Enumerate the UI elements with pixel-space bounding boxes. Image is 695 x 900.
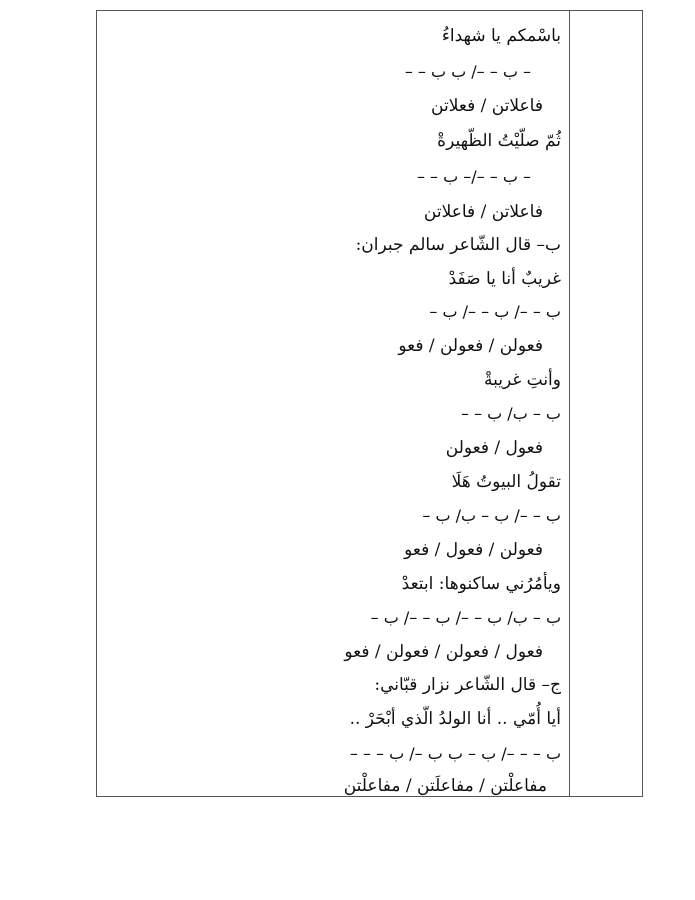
feet-line: فاعلاتن / فعلاتن [431,96,543,116]
poetry-scansion-cell [97,11,569,796]
verse-line: وأنتِ غريبةْ [483,370,561,390]
feet-line: فعولن / فعولن / فعو [398,336,543,356]
meter-line: ب – ب/ ب – – [460,404,561,423]
verse-line: أيا أُمّي .. أنا الولدُ الّذي أبْحَرْ .. [349,709,561,729]
worksheet-table [96,10,643,797]
meter-line: – ب – –/– ب – – [416,167,531,186]
feet-line: فعولن / فعول / فعو [404,540,543,560]
section-heading: ب– قال الشّاعر سالم جبران: [355,235,561,255]
feet-line: فعول / فعولن / فعولن / فعو [344,642,543,662]
feet-line: مفاعلْتن / مفاعلَتن / مفاعلْتن [343,776,547,796]
meter-line: – ب – –/ ب ب – – [404,62,531,81]
meter-line: ب – –/ ب – –/ ب – [429,302,561,321]
meter-line: ب – – –/ ب – ب ب –/ ب – – – [349,744,561,763]
feet-line: فعول / فعولن [445,438,543,458]
verse-line: ثُمّ صلّيْتُ الظّهيرةْ [437,131,561,151]
verse-line: ويأمُرُني ساكنوها: ابتعدْ [401,574,561,594]
verse-line: تقولُ البيوتُ هَلَا [451,472,561,492]
verse-line: باسْمكم يا شهداءُ [441,26,561,46]
feet-line: فاعلاتن / فاعلاتن [423,202,543,222]
verse-line: غريبٌ أنا يا صَفَدْ [448,269,561,289]
section-heading: ج– قال الشّاعر نزار قبّاني: [374,675,561,695]
side-column-divider [569,11,570,796]
meter-line: ب – –/ ب – ب/ ب – [422,506,561,525]
meter-line: ب – ب/ ب – –/ ب – –/ ب – [370,608,561,627]
